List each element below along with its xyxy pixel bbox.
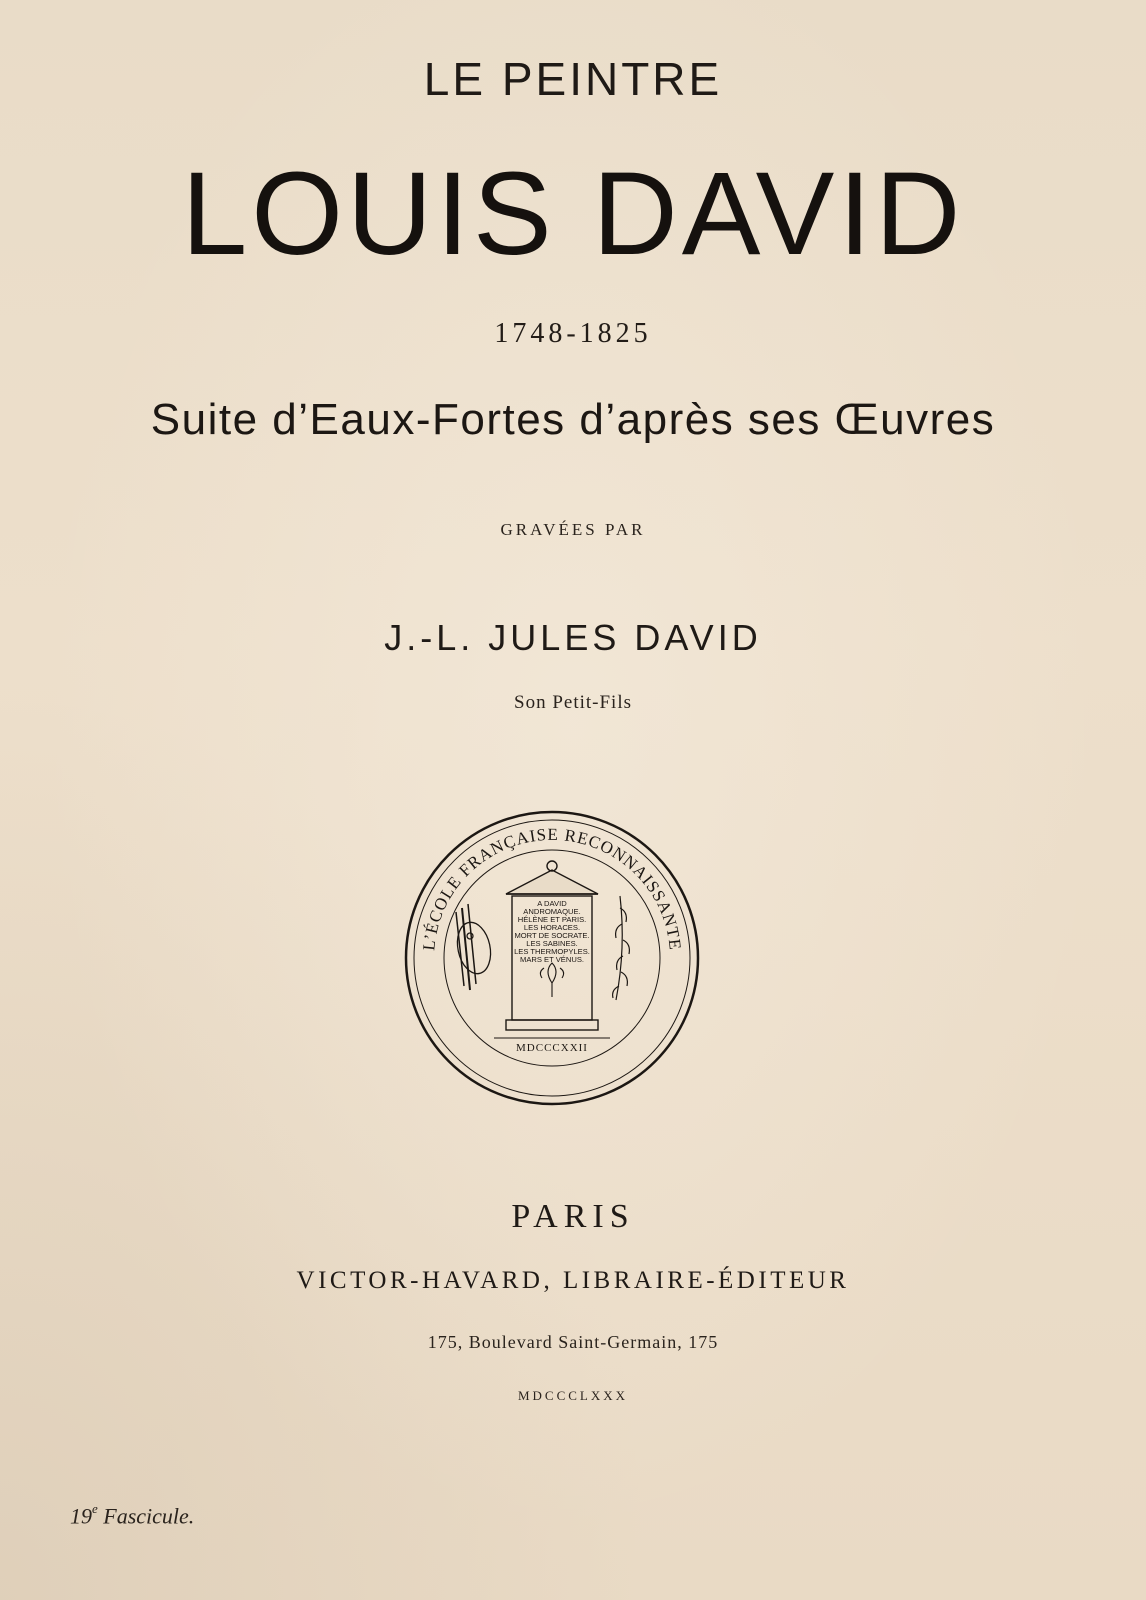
monument-line: LES SABINES. <box>526 939 578 948</box>
monument-line: LES HORACES. <box>523 923 581 932</box>
imprint-publisher: VICTOR-HAVARD, LIBRAIRE-ÉDITEUR <box>296 1267 850 1294</box>
medal-ring-text: L’ÉCOLE FRANÇAISE RECONNAISSANTE <box>419 824 685 952</box>
page-title: LOUIS DAVID <box>181 148 965 280</box>
monument-line: HÉLÈNE ET PARIS. <box>517 915 587 924</box>
monument-line: LES THERMOPYLES. <box>514 947 590 956</box>
title-prefix: LE PEINTRE <box>423 53 723 105</box>
fascicule-number <box>70 1503 194 1529</box>
fascicule-label: Fascicule. <box>103 1503 195 1529</box>
engraver-name: J.-L. JULES DAVID <box>384 617 762 658</box>
fascicule-superscript: e <box>92 1501 98 1516</box>
imprint-year: MDCCCLXXX <box>517 1388 629 1403</box>
monument-line: MARS ET VÉNUS. <box>520 955 584 964</box>
medal-seal <box>402 808 702 1108</box>
fascicule-ordinal: 19 <box>70 1503 92 1529</box>
medal-date: MDCCCXXII <box>516 1042 588 1054</box>
monument-line: MORT DE SOCRATE. <box>514 931 590 940</box>
life-dates: 1748-1825 <box>494 318 652 349</box>
work-subtitle: Suite d’Eaux-Fortes d’après ses Œuvres <box>150 395 996 444</box>
engraved-by-label: GRAVÉES PAR <box>500 520 646 539</box>
engraver-relation: Son Petit-Fils <box>514 692 632 713</box>
imprint-city: PARIS <box>511 1198 635 1235</box>
imprint-address: 175, Boulevard Saint-Germain, 175 <box>427 1332 719 1352</box>
palette-icon <box>453 904 495 990</box>
monument-line: A DAVID <box>537 899 567 908</box>
laurel-branch-icon <box>613 896 630 1000</box>
monument-line: ANDROMAQUE. <box>523 907 581 916</box>
